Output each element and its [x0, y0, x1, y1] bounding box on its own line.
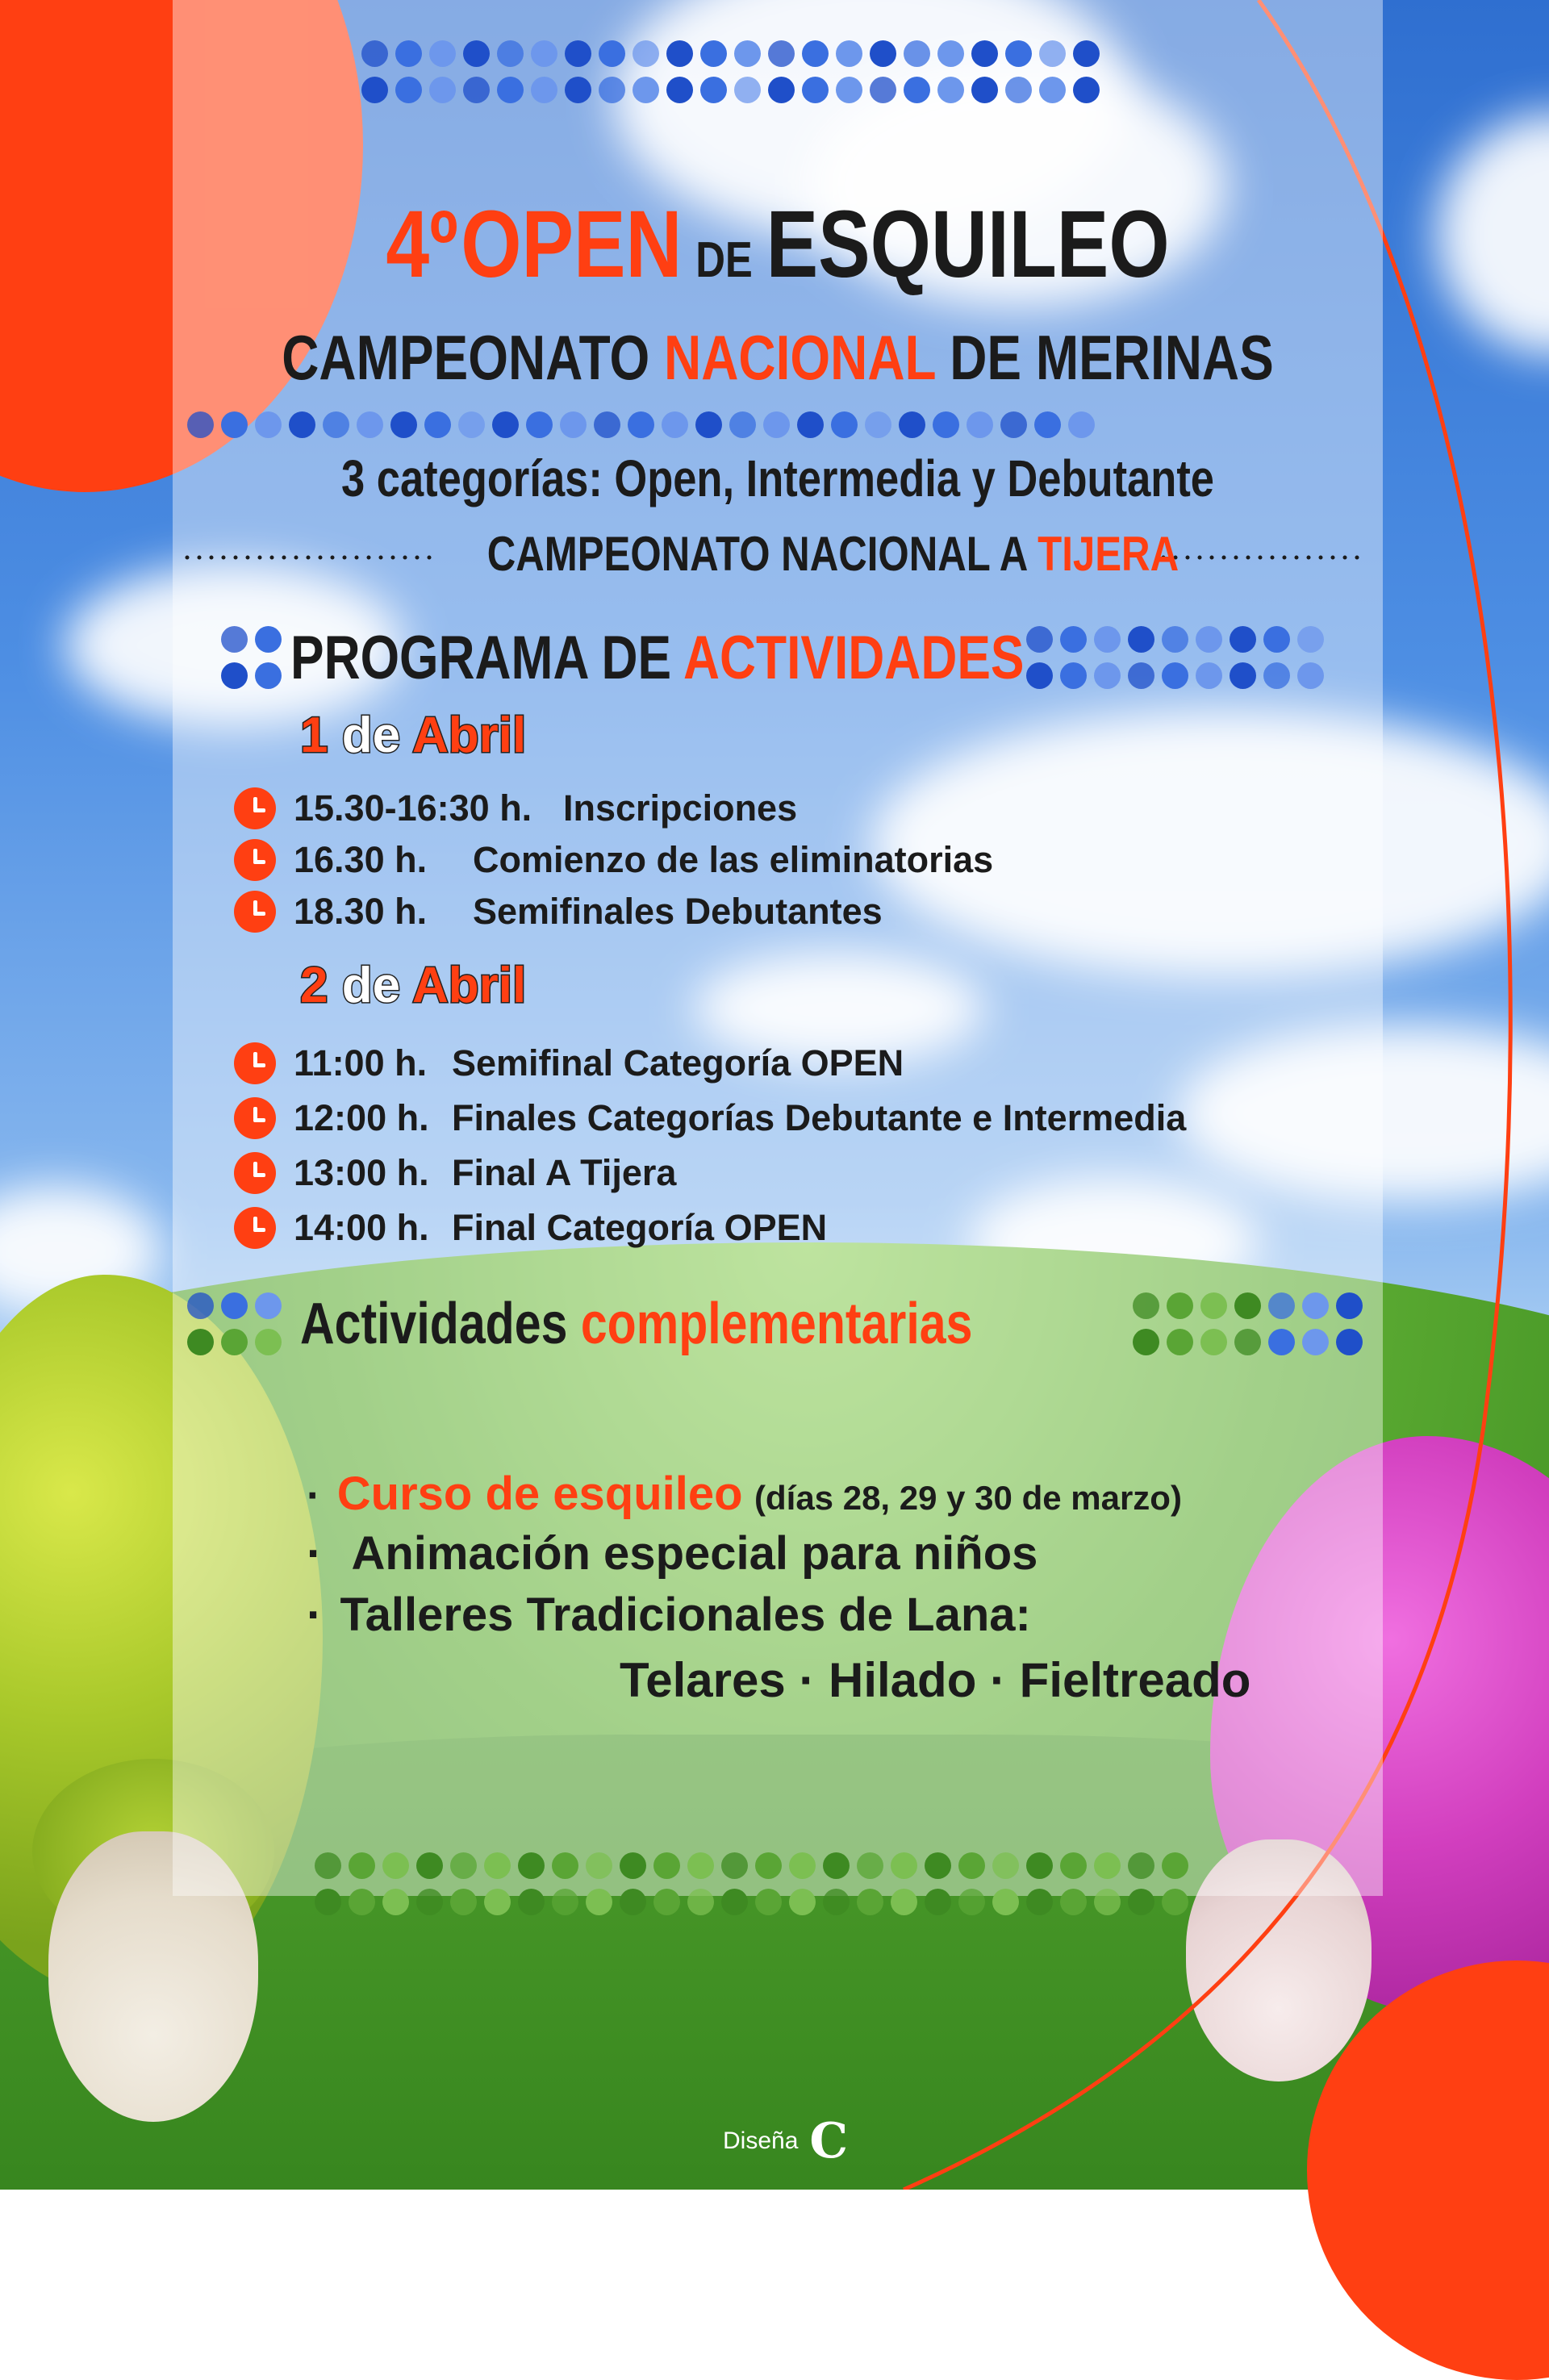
dot — [1268, 1292, 1295, 1319]
dot — [349, 1852, 375, 1879]
clock-icon — [234, 891, 276, 933]
day1-event-1 — [234, 787, 797, 829]
dot — [823, 1852, 850, 1879]
dot-band-complementarias-left — [187, 1292, 282, 1355]
event-time: 13:00 h. — [294, 1152, 429, 1193]
dot — [1026, 1889, 1053, 1915]
bullet: · — [307, 1472, 321, 1519]
dot — [497, 77, 524, 103]
dot — [870, 40, 896, 67]
dot — [463, 77, 490, 103]
dot — [971, 40, 998, 67]
dot — [755, 1852, 782, 1879]
dot — [1167, 1292, 1193, 1319]
dot — [653, 1852, 680, 1879]
dot — [1196, 626, 1222, 653]
subtitle-highlight: NACIONAL — [664, 322, 936, 393]
dot — [1073, 77, 1100, 103]
dot — [1094, 1852, 1121, 1879]
clock-icon — [234, 1152, 276, 1194]
dot — [789, 1852, 816, 1879]
dot — [662, 411, 688, 438]
main-title — [173, 190, 1383, 299]
dot — [429, 77, 456, 103]
talleres-list: Telares · Hilado · Fieltreado — [620, 1653, 1251, 1707]
dot — [255, 1292, 282, 1319]
dot — [1034, 411, 1061, 438]
dot — [424, 411, 451, 438]
day1-date — [300, 707, 526, 764]
dot — [836, 40, 862, 67]
dot — [1094, 1889, 1121, 1915]
dot — [1039, 40, 1066, 67]
dot — [1133, 1329, 1159, 1355]
dot — [1230, 626, 1256, 653]
dot — [1200, 1292, 1227, 1319]
event-label: Semifinales Debutantes — [473, 891, 883, 932]
dot — [925, 1889, 951, 1915]
event-label: Inscripciones — [563, 787, 798, 829]
day1-de: de — [341, 708, 401, 763]
dot — [1234, 1329, 1261, 1355]
dot — [831, 411, 858, 438]
dot — [1263, 626, 1290, 653]
dot — [1005, 77, 1032, 103]
dot — [395, 77, 422, 103]
dot — [361, 77, 388, 103]
dot — [620, 1889, 646, 1915]
dot-band-complementarias-right — [1133, 1292, 1363, 1355]
dot — [789, 1889, 816, 1915]
extra-curso — [307, 1467, 1182, 1521]
dot — [450, 1852, 477, 1879]
dot — [565, 40, 591, 67]
event-label: Final Categoría OPEN — [452, 1207, 828, 1248]
dot — [1336, 1292, 1363, 1319]
day2-date — [300, 957, 526, 1014]
dot — [763, 411, 790, 438]
subtitle — [173, 321, 1383, 395]
extra-animacion — [307, 1526, 1038, 1580]
dot — [1128, 1889, 1154, 1915]
day2-event-4 — [234, 1207, 827, 1249]
dot — [1068, 411, 1095, 438]
dot — [633, 40, 659, 67]
bullet: · — [307, 1589, 323, 1641]
dot — [518, 1889, 545, 1915]
day2-num: 2 — [300, 958, 328, 1013]
dot — [797, 411, 824, 438]
dot — [187, 1329, 214, 1355]
dot — [1234, 1292, 1261, 1319]
dot — [1297, 626, 1324, 653]
dot — [971, 77, 998, 103]
event-label: Comienzo de las eliminatorias — [473, 839, 994, 880]
dot — [1196, 662, 1222, 689]
dotted-rule-left — [184, 553, 434, 562]
dot — [357, 411, 383, 438]
dot — [1060, 1852, 1087, 1879]
dot — [552, 1852, 578, 1879]
dot-band-programa-left — [221, 626, 282, 689]
dot — [721, 1889, 748, 1915]
dot — [565, 77, 591, 103]
tijera-line — [420, 526, 1179, 582]
dot — [463, 40, 490, 67]
bullet: · — [307, 1527, 323, 1580]
curso-text: Curso de esquileo — [336, 1468, 743, 1520]
dot — [620, 1852, 646, 1879]
dot — [497, 40, 524, 67]
programa-heading — [290, 623, 1185, 693]
dot — [1005, 40, 1032, 67]
clock-icon — [234, 1207, 276, 1249]
event-time: 16.30 h. — [294, 839, 428, 880]
dot — [734, 40, 761, 67]
dot — [755, 1889, 782, 1915]
dot — [865, 411, 891, 438]
dot — [1167, 1329, 1193, 1355]
dot — [221, 626, 248, 653]
dot — [187, 411, 214, 438]
dot — [221, 1292, 248, 1319]
dot — [1162, 1852, 1188, 1879]
event-time: 14:00 h. — [294, 1207, 429, 1248]
dot — [937, 40, 964, 67]
dot — [937, 77, 964, 103]
clock-icon — [234, 1042, 276, 1084]
dot — [734, 77, 761, 103]
dot — [255, 411, 282, 438]
dot — [599, 40, 625, 67]
dot — [450, 1889, 477, 1915]
talleres-text: Talleres Tradicionales de Lana: — [340, 1589, 1031, 1641]
clock-icon — [234, 839, 276, 881]
dot — [221, 1329, 248, 1355]
title-esquileo: ESQUILEO — [766, 191, 1170, 298]
dot — [768, 40, 795, 67]
categories-line — [173, 449, 1383, 508]
dot — [802, 77, 829, 103]
dot — [416, 1889, 443, 1915]
dot — [349, 1889, 375, 1915]
dot — [729, 411, 756, 438]
dot — [382, 1889, 409, 1915]
dot — [531, 40, 557, 67]
dot — [925, 1852, 951, 1879]
dot — [221, 411, 248, 438]
event-time: 12:00 h. — [294, 1097, 429, 1138]
dotted-rule-right — [1160, 553, 1370, 562]
dot — [687, 1852, 714, 1879]
dot — [836, 77, 862, 103]
dot — [1128, 1852, 1154, 1879]
dot — [802, 40, 829, 67]
dot — [992, 1889, 1019, 1915]
dot — [429, 40, 456, 67]
dot — [594, 411, 620, 438]
dot-band-middle — [187, 411, 1095, 438]
dot — [255, 1329, 282, 1355]
dot — [1133, 1292, 1159, 1319]
dot — [1039, 77, 1066, 103]
dot — [666, 77, 693, 103]
day2-event-1 — [234, 1042, 904, 1084]
dot — [526, 411, 553, 438]
dot — [1026, 1852, 1053, 1879]
day1-event-3 — [234, 891, 883, 933]
programa-prefix: PROGRAMA DE — [290, 624, 672, 692]
day2-month: Abril — [412, 958, 527, 1013]
dot — [315, 1852, 341, 1879]
complementarias-heading — [300, 1291, 1120, 1357]
dot — [1336, 1329, 1363, 1355]
dot — [552, 1889, 578, 1915]
event-time: 11:00 h. — [294, 1042, 428, 1084]
dot — [768, 77, 795, 103]
dot — [1302, 1292, 1329, 1319]
clock-icon — [234, 1097, 276, 1139]
dot — [633, 77, 659, 103]
dot — [700, 77, 727, 103]
dot — [891, 1889, 917, 1915]
title-number: 4º — [386, 191, 458, 298]
dot — [221, 662, 248, 689]
dot — [992, 1852, 1019, 1879]
dot — [586, 1852, 612, 1879]
day2-event-3 — [234, 1152, 676, 1194]
designer-logo-icon: C — [809, 2113, 849, 2169]
day1-month: Abril — [412, 708, 527, 763]
subtitle-part2: DE MERINAS — [950, 322, 1274, 393]
dot — [484, 1889, 511, 1915]
dot — [531, 77, 557, 103]
dot — [289, 411, 315, 438]
tijera-highlight: TIJERA — [1038, 527, 1179, 581]
dot — [187, 1292, 214, 1319]
dot — [390, 411, 417, 438]
dot — [1302, 1329, 1329, 1355]
categories-text: 3 categorías: Open, Intermedia y Debutante — [341, 449, 1214, 507]
dot — [857, 1852, 883, 1879]
dot — [904, 40, 930, 67]
dot — [1200, 1329, 1227, 1355]
dot — [721, 1852, 748, 1879]
dot — [382, 1852, 409, 1879]
complementarias-prefix: Actividades — [300, 1292, 568, 1356]
day2-de: de — [341, 958, 401, 1013]
clock-icon — [234, 787, 276, 829]
dot — [823, 1889, 850, 1915]
dot — [653, 1889, 680, 1915]
extra-talleres — [307, 1588, 1031, 1642]
day2-event-2 — [234, 1097, 1186, 1139]
dot — [458, 411, 485, 438]
subtitle-part1: CAMPEONATO — [282, 322, 650, 393]
dot — [666, 40, 693, 67]
dot — [323, 411, 349, 438]
dot — [1162, 1889, 1188, 1915]
dot — [1000, 411, 1027, 438]
dot — [870, 77, 896, 103]
dot — [695, 411, 722, 438]
curso-dates: (días 28, 29 y 30 de marzo) — [754, 1479, 1182, 1517]
dot — [586, 1889, 612, 1915]
dot — [958, 1852, 985, 1879]
dot — [361, 40, 388, 67]
dot — [1073, 40, 1100, 67]
dot — [1230, 662, 1256, 689]
animacion-text: Animación especial para niños — [351, 1527, 1038, 1580]
dot — [395, 40, 422, 67]
dot — [315, 1889, 341, 1915]
dot — [628, 411, 654, 438]
dot — [1263, 662, 1290, 689]
dot — [255, 662, 282, 689]
dot — [416, 1852, 443, 1879]
dot — [967, 411, 993, 438]
dot-band-bottom — [315, 1852, 1188, 1915]
day1-event-2 — [234, 839, 993, 881]
credit-text: Diseña — [723, 2127, 799, 2154]
event-time: 18.30 h. — [294, 891, 428, 932]
dot — [904, 77, 930, 103]
dot — [492, 411, 519, 438]
event-label: Finales Categorías Debutante e Intermedia — [452, 1097, 1187, 1138]
dot-band-top — [361, 40, 1100, 103]
dot — [1297, 662, 1324, 689]
day1-num: 1 — [300, 708, 328, 763]
design-credit — [723, 2113, 849, 2169]
dot — [933, 411, 959, 438]
dot — [255, 626, 282, 653]
dot — [891, 1852, 917, 1879]
dot — [700, 40, 727, 67]
title-de: DE — [695, 232, 753, 288]
dot — [484, 1852, 511, 1879]
dot — [857, 1889, 883, 1915]
dot — [599, 77, 625, 103]
dot — [1060, 1889, 1087, 1915]
dot — [560, 411, 587, 438]
event-time: 15.30-16:30 h. — [294, 787, 532, 829]
title-open: OPEN — [461, 191, 683, 298]
tijera-prefix: CAMPEONATO NACIONAL A — [486, 527, 1027, 581]
complementarias-highlight: complementarias — [580, 1292, 973, 1356]
dot — [899, 411, 925, 438]
programa-highlight: ACTIVIDADES — [683, 624, 1025, 692]
dot — [958, 1889, 985, 1915]
dot — [1268, 1329, 1295, 1355]
dot — [687, 1889, 714, 1915]
dot — [518, 1852, 545, 1879]
event-label: Semifinal Categoría OPEN — [452, 1042, 904, 1084]
event-label: Final A Tijera — [452, 1152, 677, 1193]
